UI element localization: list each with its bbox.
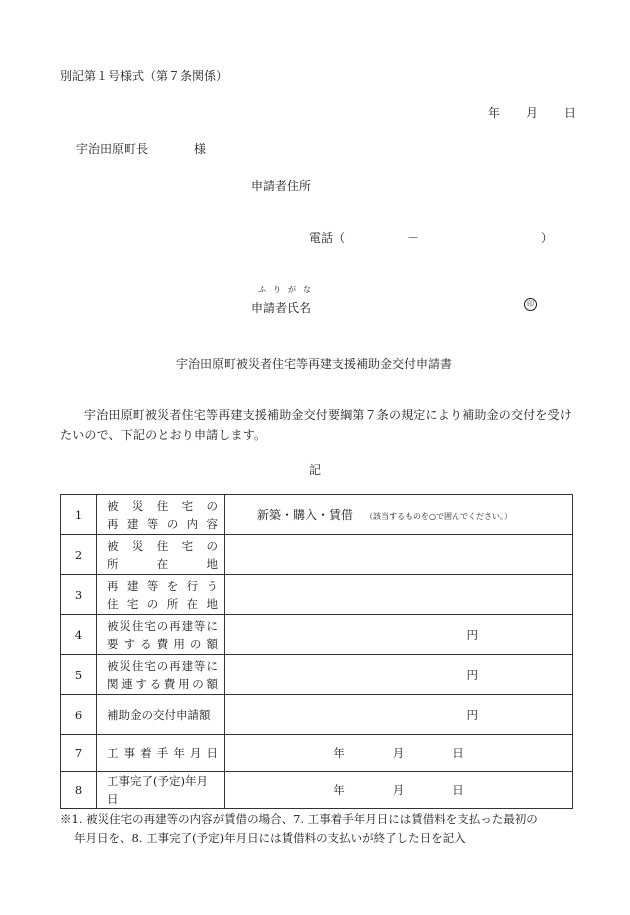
phone-dash: － [407, 231, 420, 245]
date-year-label: 年 [488, 106, 501, 120]
application-body-text: 宇治田原町被災者住宅等再建支援補助金交付要綱第７条の規定により補助金の交付を受けたいので、下記のとおり申請します。 [60, 408, 573, 442]
document-title: 宇治田原町被災者住宅等再建支援補助金交付申請書 [176, 357, 453, 371]
item-line: 工事着手年月日 [107, 746, 218, 760]
rebuild-cost-field[interactable] [225, 615, 573, 655]
yen-unit: 円 [466, 667, 478, 682]
recipient-name: 宇治田原町長 [76, 142, 149, 156]
applicant-phone [309, 229, 553, 246]
item-line: 被災住宅の再建等に [107, 658, 218, 673]
row-number: 7 [61, 735, 97, 772]
table-row [61, 655, 573, 695]
date-day-label: 日 [564, 106, 577, 120]
row-number: 1 [61, 495, 97, 535]
footnote [60, 810, 580, 848]
item-line: 住 宅 の 所 在 地 [107, 596, 218, 611]
footnote-line-2: 年月日を、8. 工事完了(予定)年月日には賃借料の支払いが終了した日を記入 [74, 831, 466, 845]
table-row [61, 495, 573, 535]
row-item-label [97, 735, 225, 772]
applicant-address-label: 申請者住所 [251, 179, 312, 193]
row-item-label [97, 655, 225, 695]
table-row [61, 735, 573, 772]
item-line: 再 建 等 を 行 う [107, 578, 218, 593]
row-number: 4 [61, 615, 97, 655]
yen-unit: 円 [466, 707, 478, 722]
row-item-label [97, 772, 225, 809]
rebuild-type-note: （該当するものを○で囲んでください。） [365, 512, 512, 521]
ki-heading: 記 [309, 463, 322, 477]
rebuild-type-cell[interactable] [225, 495, 573, 535]
table-row [61, 772, 573, 809]
item-line: 被 災 住 宅 の [107, 498, 218, 513]
rebuild-type-options[interactable]: 新築・購入・賃借 [257, 508, 354, 522]
month-label: 月 [392, 746, 405, 760]
recipient-line [76, 140, 206, 157]
construction-end-date-field[interactable] [225, 772, 573, 809]
row-number: 8 [61, 772, 97, 809]
form-number-label: 別記第１号様式（第７条関係） [60, 69, 229, 83]
item-line: 所 在 地 [107, 556, 218, 571]
row-item-label [97, 695, 225, 735]
month-label: 月 [392, 783, 405, 797]
item-line: 被災住宅の再建等に [107, 618, 218, 633]
row-number: 6 [61, 695, 97, 735]
year-label: 年 [333, 783, 345, 797]
phone-label: 電話（ [309, 231, 346, 245]
item-line: 再 建 等 の 内 容 [107, 516, 218, 531]
submission-date [488, 104, 576, 121]
recipient-honorific: 様 [194, 142, 207, 156]
item-line: 被 災 住 宅 の [107, 538, 218, 553]
phone-close-paren: ） [541, 231, 554, 245]
table-row [61, 615, 573, 655]
item-line: 要 す る 費 用 の 額 [107, 636, 218, 651]
row-number: 3 [61, 575, 97, 615]
row-item-label [97, 495, 225, 535]
footnote-line-1: ※1. 被災住宅の再建等の内容が賃借の場合、7. 工事着手年月日には賃借料を支払った最初の [60, 812, 538, 826]
row-item-label [97, 575, 225, 615]
row-number: 2 [61, 535, 97, 575]
table-row [61, 695, 573, 735]
applicant-name-label: 申請者氏名 [251, 301, 312, 315]
furigana-label: ふりがな [258, 285, 318, 294]
table-row [61, 575, 573, 615]
item-line: 補助金の交付申請額 [107, 707, 211, 722]
item-line: 関連する費用の額 [107, 676, 218, 691]
damaged-house-location-field[interactable] [225, 535, 573, 575]
related-cost-field[interactable] [225, 655, 573, 695]
row-item-label [97, 615, 225, 655]
rebuild-house-location-field[interactable] [225, 575, 573, 615]
construction-start-date-field[interactable] [225, 735, 573, 772]
year-label: 年 [333, 746, 345, 760]
application-table [60, 494, 573, 809]
item-line: 工事完了(予定)年月日 [107, 774, 208, 806]
row-number: 5 [61, 655, 97, 695]
subsidy-amount-field[interactable] [225, 695, 573, 735]
row-item-label [97, 535, 225, 575]
seal-mark: 印 [524, 298, 537, 311]
day-label: 日 [452, 746, 464, 760]
day-label: 日 [452, 783, 464, 797]
date-month-label: 月 [526, 106, 539, 120]
table-row [61, 535, 573, 575]
yen-unit: 円 [466, 627, 478, 642]
